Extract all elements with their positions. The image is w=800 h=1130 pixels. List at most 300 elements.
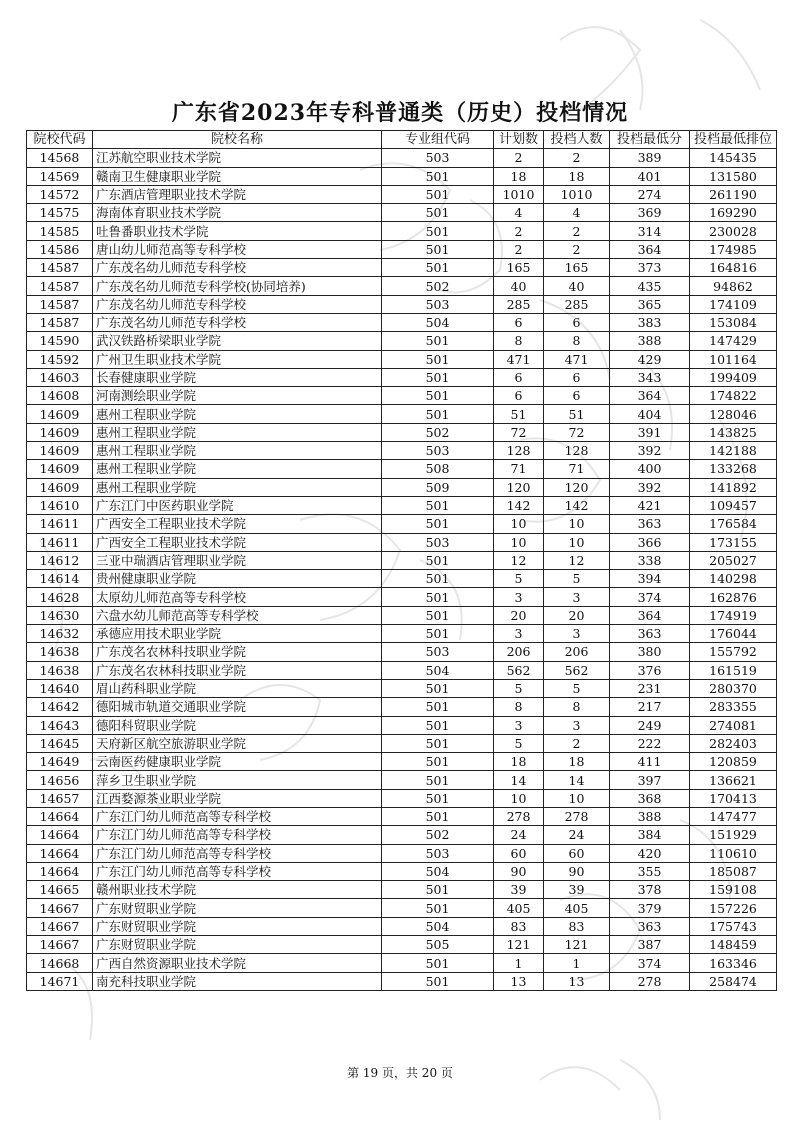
cell-school-name: 唐山幼儿师范高等专科学校 <box>93 240 382 258</box>
cell-group-code: 501 <box>382 350 494 368</box>
cell-school-code: 14643 <box>27 716 93 734</box>
cell-school-code: 14610 <box>27 496 93 514</box>
header-group-code: 专业组代码 <box>382 131 494 149</box>
cell-min-rank: 131580 <box>690 167 777 185</box>
cell-min-score: 394 <box>610 570 690 588</box>
cell-min-score: 364 <box>610 606 690 624</box>
cell-school-name: 广东茂名农林科技职业学院 <box>93 661 382 679</box>
cell-plan-count: 285 <box>494 295 544 313</box>
cell-school-name: 广东茂名农林科技职业学院 <box>93 643 382 661</box>
table-row <box>27 844 777 862</box>
cell-admitted-count: 8 <box>544 698 610 716</box>
cell-school-name: 广西安全工程职业技术学院 <box>93 515 382 533</box>
cell-min-rank: 199409 <box>690 368 777 386</box>
cell-min-score: 368 <box>610 789 690 807</box>
cell-group-code: 501 <box>382 972 494 990</box>
cell-plan-count: 14 <box>494 771 544 789</box>
cell-school-name: 云南医药健康职业学院 <box>93 753 382 771</box>
cell-min-score: 364 <box>610 387 690 405</box>
table-row <box>27 460 777 478</box>
cell-group-code: 501 <box>382 240 494 258</box>
cell-min-score: 388 <box>610 332 690 350</box>
cell-group-code: 502 <box>382 277 494 295</box>
cell-school-code: 14664 <box>27 862 93 880</box>
cell-plan-count: 60 <box>494 844 544 862</box>
cell-plan-count: 18 <box>494 753 544 771</box>
cell-min-rank: 136621 <box>690 771 777 789</box>
cell-min-score: 355 <box>610 862 690 880</box>
cell-min-score: 338 <box>610 551 690 569</box>
table-row <box>27 862 777 880</box>
cell-school-code: 14657 <box>27 789 93 807</box>
cell-min-score: 278 <box>610 972 690 990</box>
cell-min-rank: 282403 <box>690 734 777 752</box>
cell-admitted-count: 5 <box>544 570 610 588</box>
cell-school-code: 14664 <box>27 844 93 862</box>
cell-min-rank: 155792 <box>690 643 777 661</box>
cell-admitted-count: 405 <box>544 899 610 917</box>
cell-min-score: 374 <box>610 954 690 972</box>
cell-school-name: 六盘水幼儿师范高等专科学校 <box>93 606 382 624</box>
cell-admitted-count: 39 <box>544 881 610 899</box>
cell-group-code: 503 <box>382 295 494 313</box>
cell-min-rank: 147477 <box>690 807 777 825</box>
cell-plan-count: 83 <box>494 917 544 935</box>
cell-group-code: 501 <box>382 222 494 240</box>
cell-plan-count: 1 <box>494 954 544 972</box>
cell-group-code: 501 <box>382 771 494 789</box>
cell-school-name: 广东江门幼儿师范高等专科学校 <box>93 826 382 844</box>
cell-min-score: 429 <box>610 350 690 368</box>
cell-school-code: 14586 <box>27 240 93 258</box>
cell-school-code: 14667 <box>27 917 93 935</box>
admission-table <box>26 130 777 991</box>
cell-min-score: 274 <box>610 185 690 203</box>
cell-school-name: 广东茂名幼儿师范专科学校(协同培养) <box>93 277 382 295</box>
cell-admitted-count: 51 <box>544 405 610 423</box>
cell-min-rank: 230028 <box>690 222 777 240</box>
cell-school-code: 14568 <box>27 149 93 167</box>
table-row <box>27 917 777 935</box>
cell-group-code: 501 <box>382 387 494 405</box>
cell-school-name: 贵州健康职业学院 <box>93 570 382 588</box>
cell-admitted-count: 121 <box>544 936 610 954</box>
cell-group-code: 501 <box>382 204 494 222</box>
cell-min-score: 404 <box>610 405 690 423</box>
cell-group-code: 501 <box>382 332 494 350</box>
cell-min-score: 401 <box>610 167 690 185</box>
table-row <box>27 570 777 588</box>
cell-group-code: 501 <box>382 368 494 386</box>
cell-school-name: 萍乡卫生职业学院 <box>93 771 382 789</box>
cell-school-code: 14587 <box>27 277 93 295</box>
cell-admitted-count: 206 <box>544 643 610 661</box>
cell-min-score: 435 <box>610 277 690 295</box>
cell-school-name: 广东财贸职业学院 <box>93 936 382 954</box>
cell-group-code: 501 <box>382 954 494 972</box>
cell-plan-count: 72 <box>494 423 544 441</box>
cell-min-score: 376 <box>610 661 690 679</box>
cell-min-rank: 174109 <box>690 295 777 313</box>
table-row <box>27 899 777 917</box>
cell-school-code: 14671 <box>27 972 93 990</box>
cell-admitted-count: 278 <box>544 807 610 825</box>
cell-school-code: 14608 <box>27 387 93 405</box>
header-min-score: 投档最低分 <box>610 131 690 149</box>
cell-group-code: 503 <box>382 149 494 167</box>
cell-admitted-count: 24 <box>544 826 610 844</box>
cell-admitted-count: 4 <box>544 204 610 222</box>
cell-min-score: 364 <box>610 240 690 258</box>
cell-min-rank: 174919 <box>690 606 777 624</box>
cell-school-code: 14640 <box>27 679 93 697</box>
cell-plan-count: 40 <box>494 277 544 295</box>
cell-admitted-count: 72 <box>544 423 610 441</box>
cell-plan-count: 10 <box>494 789 544 807</box>
cell-group-code: 508 <box>382 460 494 478</box>
cell-min-rank: 128046 <box>690 405 777 423</box>
cell-plan-count: 18 <box>494 167 544 185</box>
cell-admitted-count: 18 <box>544 167 610 185</box>
cell-group-code: 504 <box>382 917 494 935</box>
cell-school-code: 14609 <box>27 478 93 496</box>
cell-school-code: 14592 <box>27 350 93 368</box>
cell-school-code: 14587 <box>27 295 93 313</box>
cell-group-code: 502 <box>382 826 494 844</box>
table-row <box>27 332 777 350</box>
cell-min-score: 383 <box>610 313 690 331</box>
table-row <box>27 185 777 203</box>
table-row <box>27 661 777 679</box>
cell-group-code: 501 <box>382 167 494 185</box>
cell-school-code: 14656 <box>27 771 93 789</box>
cell-school-code: 14664 <box>27 807 93 825</box>
cell-min-score: 363 <box>610 625 690 643</box>
cell-group-code: 503 <box>382 844 494 862</box>
table-row <box>27 533 777 551</box>
cell-school-code: 14645 <box>27 734 93 752</box>
table-row <box>27 606 777 624</box>
cell-school-name: 广东江门幼儿师范高等专科学校 <box>93 807 382 825</box>
cell-plan-count: 10 <box>494 533 544 551</box>
cell-school-name: 南充科技职业学院 <box>93 972 382 990</box>
table-row <box>27 442 777 460</box>
cell-min-score: 314 <box>610 222 690 240</box>
cell-plan-count: 2 <box>494 149 544 167</box>
table-row <box>27 826 777 844</box>
cell-group-code: 503 <box>382 533 494 551</box>
cell-min-rank: 140298 <box>690 570 777 588</box>
table-row <box>27 625 777 643</box>
cell-group-code: 501 <box>382 588 494 606</box>
cell-school-name: 眉山药科职业学院 <box>93 679 382 697</box>
cell-min-rank: 101164 <box>690 350 777 368</box>
cell-admitted-count: 3 <box>544 716 610 734</box>
table-row <box>27 387 777 405</box>
cell-plan-count: 128 <box>494 442 544 460</box>
cell-group-code: 502 <box>382 423 494 441</box>
cell-admitted-count: 60 <box>544 844 610 862</box>
cell-group-code: 501 <box>382 716 494 734</box>
cell-min-rank: 109457 <box>690 496 777 514</box>
header-school-code: 院校代码 <box>27 131 93 149</box>
cell-min-rank: 153084 <box>690 313 777 331</box>
cell-admitted-count: 13 <box>544 972 610 990</box>
cell-admitted-count: 10 <box>544 533 610 551</box>
cell-school-code: 14609 <box>27 405 93 423</box>
cell-admitted-count: 562 <box>544 661 610 679</box>
cell-plan-count: 562 <box>494 661 544 679</box>
cell-school-name: 广州卫生职业技术学院 <box>93 350 382 368</box>
cell-group-code: 504 <box>382 313 494 331</box>
cell-school-code: 14628 <box>27 588 93 606</box>
cell-plan-count: 405 <box>494 899 544 917</box>
cell-school-name: 德阳科贸职业学院 <box>93 716 382 734</box>
cell-admitted-count: 83 <box>544 917 610 935</box>
cell-min-rank: 176584 <box>690 515 777 533</box>
cell-group-code: 501 <box>382 606 494 624</box>
table-row <box>27 972 777 990</box>
table-row <box>27 496 777 514</box>
cell-min-score: 231 <box>610 679 690 697</box>
cell-admitted-count: 285 <box>544 295 610 313</box>
cell-plan-count: 142 <box>494 496 544 514</box>
cell-school-code: 14587 <box>27 313 93 331</box>
cell-school-name: 广西自然资源职业技术学院 <box>93 954 382 972</box>
cell-school-name: 广东财贸职业学院 <box>93 899 382 917</box>
cell-min-rank: 185087 <box>690 862 777 880</box>
cell-min-rank: 142188 <box>690 442 777 460</box>
table-row <box>27 405 777 423</box>
cell-school-name: 江西婺源茶业职业学院 <box>93 789 382 807</box>
cell-group-code: 501 <box>382 789 494 807</box>
cell-group-code: 501 <box>382 881 494 899</box>
cell-school-code: 14609 <box>27 423 93 441</box>
cell-min-rank: 94862 <box>690 277 777 295</box>
cell-admitted-count: 6 <box>544 368 610 386</box>
cell-school-name: 广东茂名幼儿师范专科学校 <box>93 313 382 331</box>
table-row <box>27 881 777 899</box>
cell-school-name: 江苏航空职业技术学院 <box>93 149 382 167</box>
cell-min-score: 387 <box>610 936 690 954</box>
cell-min-rank: 174985 <box>690 240 777 258</box>
cell-min-score: 343 <box>610 368 690 386</box>
cell-min-score: 400 <box>610 460 690 478</box>
table-row <box>27 954 777 972</box>
cell-school-name: 吐鲁番职业技术学院 <box>93 222 382 240</box>
table-row <box>27 295 777 313</box>
cell-plan-count: 8 <box>494 332 544 350</box>
cell-admitted-count: 471 <box>544 350 610 368</box>
cell-admitted-count: 3 <box>544 588 610 606</box>
cell-group-code: 501 <box>382 734 494 752</box>
cell-school-name: 广东江门幼儿师范高等专科学校 <box>93 862 382 880</box>
cell-min-rank: 151929 <box>690 826 777 844</box>
table-row <box>27 716 777 734</box>
cell-school-code: 14614 <box>27 570 93 588</box>
cell-admitted-count: 14 <box>544 771 610 789</box>
cell-group-code: 501 <box>382 405 494 423</box>
cell-group-code: 501 <box>382 698 494 716</box>
table-row <box>27 350 777 368</box>
cell-school-name: 三亚中瑞酒店管理职业学院 <box>93 551 382 569</box>
cell-school-name: 武汉铁路桥梁职业学院 <box>93 332 382 350</box>
cell-min-rank: 173155 <box>690 533 777 551</box>
cell-school-name: 广东财贸职业学院 <box>93 917 382 935</box>
cell-admitted-count: 90 <box>544 862 610 880</box>
cell-min-rank: 164816 <box>690 259 777 277</box>
cell-group-code: 501 <box>382 551 494 569</box>
cell-admitted-count: 2 <box>544 734 610 752</box>
cell-admitted-count: 2 <box>544 240 610 258</box>
cell-group-code: 501 <box>382 185 494 203</box>
cell-admitted-count: 18 <box>544 753 610 771</box>
cell-school-code: 14649 <box>27 753 93 771</box>
cell-min-rank: 143825 <box>690 423 777 441</box>
cell-min-rank: 174822 <box>690 387 777 405</box>
cell-school-name: 赣州职业技术学院 <box>93 881 382 899</box>
cell-school-code: 14667 <box>27 899 93 917</box>
cell-min-rank: 141892 <box>690 478 777 496</box>
header-admitted-count: 投档人数 <box>544 131 610 149</box>
table-row <box>27 698 777 716</box>
cell-school-name: 天府新区航空旅游职业学院 <box>93 734 382 752</box>
cell-admitted-count: 8 <box>544 332 610 350</box>
cell-plan-count: 3 <box>494 716 544 734</box>
cell-admitted-count: 6 <box>544 313 610 331</box>
table-row <box>27 789 777 807</box>
cell-plan-count: 39 <box>494 881 544 899</box>
cell-plan-count: 3 <box>494 625 544 643</box>
cell-plan-count: 6 <box>494 313 544 331</box>
cell-min-rank: 120859 <box>690 753 777 771</box>
cell-admitted-count: 40 <box>544 277 610 295</box>
cell-min-rank: 280370 <box>690 679 777 697</box>
cell-min-rank: 176044 <box>690 625 777 643</box>
cell-min-rank: 159108 <box>690 881 777 899</box>
cell-admitted-count: 1 <box>544 954 610 972</box>
cell-plan-count: 5 <box>494 570 544 588</box>
table-row <box>27 167 777 185</box>
cell-school-name: 惠州工程职业学院 <box>93 478 382 496</box>
cell-group-code: 503 <box>382 442 494 460</box>
cell-min-score: 379 <box>610 899 690 917</box>
cell-school-name: 惠州工程职业学院 <box>93 405 382 423</box>
cell-school-code: 14632 <box>27 625 93 643</box>
cell-min-score: 411 <box>610 753 690 771</box>
cell-plan-count: 90 <box>494 862 544 880</box>
cell-min-rank: 261190 <box>690 185 777 203</box>
cell-admitted-count: 6 <box>544 387 610 405</box>
page-footer: 第 19 页，共 20 页 <box>347 1066 453 1080</box>
cell-admitted-count: 12 <box>544 551 610 569</box>
cell-min-score: 363 <box>610 515 690 533</box>
cell-min-score: 397 <box>610 771 690 789</box>
cell-min-score: 374 <box>610 588 690 606</box>
cell-min-rank: 170413 <box>690 789 777 807</box>
cell-min-rank: 169290 <box>690 204 777 222</box>
cell-admitted-count: 20 <box>544 606 610 624</box>
table-row <box>27 149 777 167</box>
cell-min-score: 222 <box>610 734 690 752</box>
cell-plan-count: 6 <box>494 368 544 386</box>
cell-school-name: 赣南卫生健康职业学院 <box>93 167 382 185</box>
table-row <box>27 368 777 386</box>
cell-plan-count: 12 <box>494 551 544 569</box>
cell-min-score: 366 <box>610 533 690 551</box>
cell-school-code: 14603 <box>27 368 93 386</box>
cell-plan-count: 4 <box>494 204 544 222</box>
cell-school-name: 广东茂名幼儿师范专科学校 <box>93 295 382 313</box>
table-row <box>27 277 777 295</box>
cell-school-code: 14630 <box>27 606 93 624</box>
cell-min-rank: 145435 <box>690 149 777 167</box>
cell-min-rank: 274081 <box>690 716 777 734</box>
cell-school-code: 14611 <box>27 533 93 551</box>
cell-school-code: 14668 <box>27 954 93 972</box>
cell-school-name: 惠州工程职业学院 <box>93 442 382 460</box>
cell-school-name: 惠州工程职业学院 <box>93 460 382 478</box>
cell-admitted-count: 10 <box>544 789 610 807</box>
header-plan-count: 计划数 <box>494 131 544 149</box>
cell-admitted-count: 3 <box>544 625 610 643</box>
table-row <box>27 240 777 258</box>
cell-school-code: 14587 <box>27 259 93 277</box>
table-row <box>27 588 777 606</box>
cell-min-rank: 175743 <box>690 917 777 935</box>
cell-school-name: 德阳城市轨道交通职业学院 <box>93 698 382 716</box>
cell-group-code: 504 <box>382 862 494 880</box>
cell-school-code: 14638 <box>27 643 93 661</box>
page-title: 广东省2023年专科普通类（历史）投档情况 <box>171 100 629 126</box>
cell-plan-count: 2 <box>494 222 544 240</box>
cell-plan-count: 8 <box>494 698 544 716</box>
cell-school-code: 14667 <box>27 936 93 954</box>
cell-school-code: 14611 <box>27 515 93 533</box>
cell-min-score: 392 <box>610 478 690 496</box>
cell-min-rank: 110610 <box>690 844 777 862</box>
cell-min-rank: 163346 <box>690 954 777 972</box>
cell-admitted-count: 165 <box>544 259 610 277</box>
cell-admitted-count: 10 <box>544 515 610 533</box>
cell-min-rank: 258474 <box>690 972 777 990</box>
table-row <box>27 313 777 331</box>
cell-min-rank: 205027 <box>690 551 777 569</box>
cell-plan-count: 20 <box>494 606 544 624</box>
cell-min-score: 369 <box>610 204 690 222</box>
cell-school-code: 14609 <box>27 460 93 478</box>
cell-admitted-count: 142 <box>544 496 610 514</box>
cell-school-code: 14590 <box>27 332 93 350</box>
cell-plan-count: 6 <box>494 387 544 405</box>
cell-group-code: 501 <box>382 899 494 917</box>
cell-min-score: 217 <box>610 698 690 716</box>
table-row <box>27 423 777 441</box>
table-row <box>27 936 777 954</box>
cell-admitted-count: 71 <box>544 460 610 478</box>
header-min-rank: 投档最低排位 <box>690 131 777 149</box>
cell-school-code: 14609 <box>27 442 93 460</box>
cell-group-code: 501 <box>382 753 494 771</box>
cell-group-code: 501 <box>382 496 494 514</box>
cell-plan-count: 121 <box>494 936 544 954</box>
cell-group-code: 501 <box>382 259 494 277</box>
cell-school-code: 14572 <box>27 185 93 203</box>
table-header-row <box>27 131 777 149</box>
cell-plan-count: 24 <box>494 826 544 844</box>
cell-min-score: 380 <box>610 643 690 661</box>
cell-plan-count: 5 <box>494 679 544 697</box>
